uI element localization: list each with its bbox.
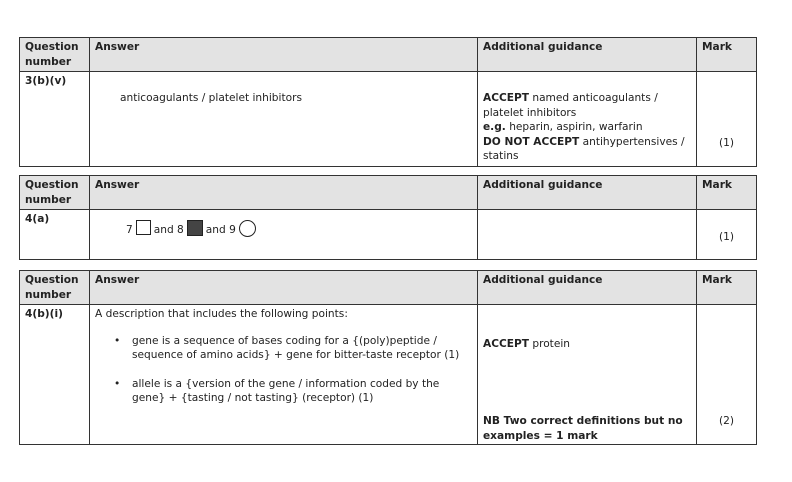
answer-part-8: and 8 <box>153 224 184 236</box>
accept-label: ACCEPT <box>483 92 529 104</box>
header-answer: Answer <box>90 38 478 72</box>
header-answer: Answer <box>90 271 478 305</box>
header-mark: Mark <box>697 176 757 210</box>
mark-scheme-table-3bv <box>19 37 757 167</box>
header-question-number: Question number <box>20 271 90 305</box>
reject-label: DO NOT ACCEPT <box>483 135 580 148</box>
header-mark: Mark <box>697 38 757 72</box>
additional-guidance <box>483 91 691 164</box>
header-question-number: Question number <box>20 176 90 210</box>
reject-text: antihypertensives / statins <box>483 135 685 162</box>
header-row <box>20 176 757 210</box>
accept-label: ACCEPT <box>483 338 529 350</box>
answer-row <box>20 72 757 167</box>
mark-value: (1) <box>718 137 734 149</box>
open-circle-icon <box>239 220 256 237</box>
header-question-number: Question number <box>20 38 90 72</box>
question-number: 4(a) <box>25 213 50 225</box>
header-additional-guidance: Additional guidance <box>478 271 697 305</box>
question-number: 4(b)(i) <box>25 308 63 320</box>
header-mark: Mark <box>697 271 757 305</box>
header-additional-guidance: Additional guidance <box>478 38 697 72</box>
additional-guidance <box>483 337 691 352</box>
eg-label: e.g. <box>483 121 506 133</box>
header-answer: Answer <box>90 176 478 210</box>
nb-note: NB Two correct definitions but no examples = 1 mark <box>483 415 683 442</box>
answer-intro: A description that includes the following points: <box>95 308 348 320</box>
open-square-icon <box>136 220 151 235</box>
answer-row <box>20 305 757 445</box>
answer-part-9: and 9 <box>205 224 236 236</box>
mark-scheme-table-4bi <box>19 270 757 445</box>
accept-text: protein <box>528 338 571 350</box>
mark-value: (1) <box>718 231 734 243</box>
mark-value: (2) <box>718 415 734 427</box>
mark-scheme-table-4a <box>19 175 757 260</box>
eg-text: heparin, aspirin, warfarin <box>505 121 643 133</box>
answer-symbols <box>95 220 472 238</box>
answer-row <box>20 210 757 260</box>
answer-points <box>95 334 472 406</box>
header-row <box>20 38 757 72</box>
header-additional-guidance: Additional guidance <box>478 176 697 210</box>
accept-text: named anticoagulants / platelet inhibitors <box>483 92 658 119</box>
point-gene: gene is a sequence of bases coding for a {(poly)peptide / sequence of amino acids} + gene for bitter-taste receptor (1) <box>132 334 460 361</box>
list-item <box>95 334 472 363</box>
question-number: 3(b)(v) <box>25 75 67 87</box>
point-allele: allele is a {version of the gene / information coded by the gene} + {tasting / not tasting} (receptor) (1) <box>132 377 440 404</box>
answer-part-7: 7 <box>126 224 133 236</box>
filled-square-icon <box>187 220 203 236</box>
list-item <box>95 377 472 406</box>
answer-text: anticoagulants / platelet inhibitors <box>120 92 302 104</box>
header-row <box>20 271 757 305</box>
